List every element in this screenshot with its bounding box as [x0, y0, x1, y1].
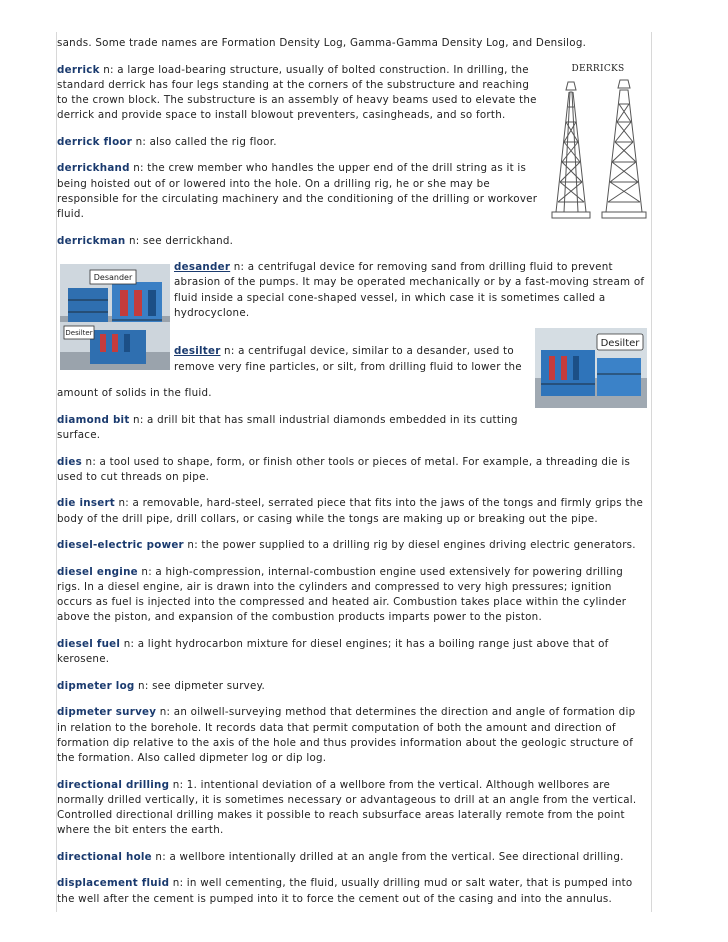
- term-derrick: derrick: [57, 63, 100, 76]
- entry-desander: [174, 260, 647, 321]
- entry-diesel-fuel: [57, 637, 647, 667]
- desilter-label-right: Desilter: [600, 338, 640, 349]
- def-derrickhand: n: the crew member who handles the upper end of the drill string as it is being hoisted out of or lowered into the hole. On a drilling rig, he or she may be responsible for the circulating machinery and the conditioning of the drilling or workover fluid.: [57, 162, 538, 220]
- term-diesel-engine: diesel engine: [57, 565, 138, 578]
- entry-directional-hole: [57, 850, 647, 865]
- entry-diesel-electric-power: [57, 538, 647, 553]
- def-dipmeter-survey: n: an oilwell-surveying method that determines the direction and angle of formation dip in relation to the borehole. It records data that permit computation of both the amount and direction of formation dip relative to the axis of the hole and thus provides information about the geologic structure of the formation. Also called dipmeter log or dip log.: [57, 706, 636, 764]
- entry-dipmeter-log: [57, 679, 647, 694]
- derricks-caption: DERRICKS: [571, 64, 625, 74]
- def-diamond-bit: n: a drill bit that has small industrial diamonds embedded in its cutting surface.: [57, 413, 518, 441]
- glossary-document: [57, 36, 647, 918]
- entry-diesel-engine: [57, 565, 647, 626]
- intro-paragraph: sands. Some trade names are Formation Density Log, Gamma-Gamma Density Log, and Densilog.: [57, 37, 587, 49]
- term-displacement-fluid: displacement fluid: [57, 877, 170, 890]
- entry-dipmeter-survey: [57, 705, 647, 766]
- term-dies: dies: [57, 455, 83, 468]
- entry-dies: [57, 455, 647, 485]
- def-dipmeter-log: n: see dipmeter survey.: [134, 679, 266, 692]
- def-dies: n: a tool used to shape, form, or finish other tools or pieces of metal. For example, a threading die is used to cut threads on pipe.: [57, 455, 631, 483]
- def-diesel-electric-power: n: the power supplied to a drilling rig by diesel engines driving electric generators.: [183, 539, 636, 552]
- term-diesel-electric-power: diesel-electric power: [57, 539, 184, 552]
- def-desander: n: a centrifugal device for removing sand from drilling fluid to prevent abrasion of the pumps. It may be operated mechanically or by a fast-moving stream of fluid inside a special cone-shaped vessel, in which case it is sometimes called a hydrocyclone.: [174, 261, 645, 319]
- def-derrick-floor: n: also called the rig floor.: [132, 135, 277, 148]
- def-diesel-engine: n: a high-compression, internal-combustion engine used extensively for powering drilling rigs. In a diesel engine, air is drawn into the cylinders and compressed to very high pressures; ignition occurs as fuel is injected into the compressed and heated air. Combustion takes place within the cylinder above the piston, and expansion of the combustion products imparts power to the piston.: [57, 565, 627, 624]
- term-directional-drilling: directional drilling: [57, 778, 170, 791]
- entry-derrick-floor: [57, 135, 647, 150]
- def-directional-drilling: n: 1. intentional deviation of a wellbore from the vertical. Although wellbores are normally drilled vertically, it is sometimes necessary or advantageous to drill at an angle from the vertical. Controlled directional drilling makes it possible to reach subsurface areas laterally remote from the point where the bit enters the earth.: [57, 778, 637, 837]
- desilter-label-left: Desilter: [65, 329, 93, 337]
- def-desilter: n: a centrifugal device, similar to a desander, used to remove very fine particles, or silt, from drilling fluid to lower the: [174, 345, 522, 373]
- desander-desilter-block: [57, 260, 647, 401]
- term-desilter-link[interactable]: desilter: [174, 345, 221, 358]
- term-dipmeter-survey: dipmeter survey: [57, 706, 157, 719]
- def-desilter-continued: amount of solids in the fluid.: [57, 387, 212, 400]
- entry-diamond-bit: [57, 413, 535, 443]
- def-directional-hole: n: a wellbore intentionally drilled at an angle from the vertical. See directional drilling.: [151, 850, 624, 863]
- def-die-insert: n: a removable, hard-steel, serrated piece that fits into the jaws of the tongs and firmly grips the body of the drill pipe, drill collars, or casing while the tongs are making up or breaking out the pipe.: [57, 497, 644, 525]
- term-diamond-bit: diamond bit: [57, 413, 130, 426]
- def-diesel-fuel: n: a light hydrocarbon mixture for diesel engines; it has a boiling range just above that of kerosene.: [57, 637, 609, 666]
- entry-derrickman: [57, 234, 647, 249]
- entry-derrick: [57, 63, 539, 124]
- def-derrickman: n: see derrickhand.: [125, 234, 234, 247]
- entry-displacement-fluid: [57, 876, 647, 906]
- def-displacement-fluid: n: in well cementing, the fluid, usually drilling mud or salt water, that is pumped into the well after the cement is pumped into it to force the cement out of the casing and into the annulus.: [57, 877, 633, 905]
- term-dipmeter-log: dipmeter log: [57, 679, 135, 692]
- page-border-right: [651, 32, 652, 912]
- term-die-insert: die insert: [57, 497, 115, 510]
- term-derrickman: derrickman: [57, 234, 126, 247]
- term-directional-hole: directional hole: [57, 850, 152, 863]
- entry-die-insert: [57, 496, 647, 526]
- def-derrick: n: a large load-bearing structure, usually of bolted construction. In drilling, the standard derrick has four legs standing at the corners of the substructure and reaching to the crown block. The substructure is an assembly of heavy beams used to elevate the derrick and provide space to install blowout preventers, casingheads, and so forth.: [57, 63, 537, 122]
- term-derrick-floor: derrick floor: [57, 135, 133, 148]
- entry-desilter: [174, 344, 534, 374]
- desander-label: Desander: [93, 273, 133, 282]
- entry-derrickhand: [57, 161, 543, 222]
- entry-directional-drilling: [57, 778, 647, 839]
- term-diesel-fuel: diesel fuel: [57, 637, 121, 650]
- term-derrickhand: derrickhand: [57, 162, 130, 175]
- term-desander-link[interactable]: desander: [174, 261, 231, 274]
